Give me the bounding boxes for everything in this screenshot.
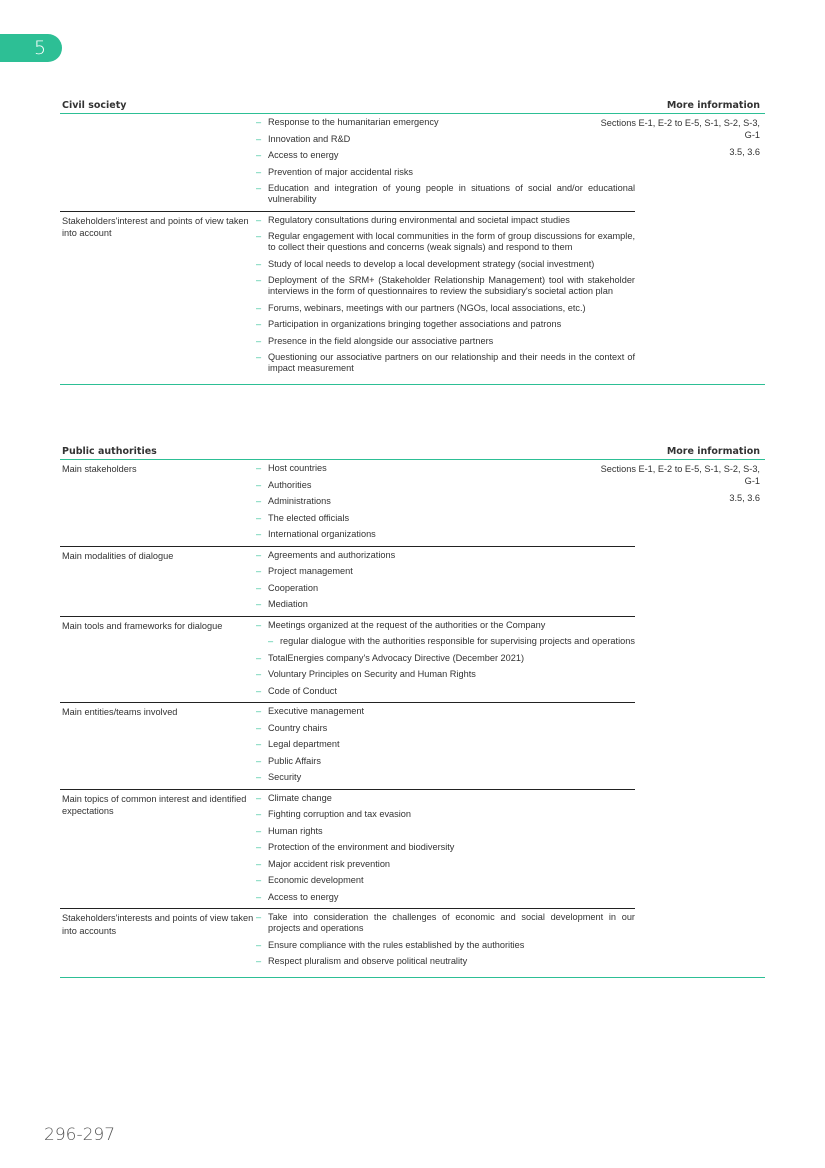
list-item: – Regular engagement with local communities in the form of group discussions for example, to collect their questions and concerns (weak signals) and respond to them [255, 231, 635, 253]
more-info-refs: Sections E-1, E-2 to E-5, S-1, S-2, S-3, G-1 [600, 118, 760, 140]
civil-society-section [60, 97, 765, 385]
list-item: – Response to the humanitarian emergency [255, 117, 635, 128]
list-item: – TotalEnergies company's Advocacy Directive (December 2021) [255, 653, 635, 664]
public-authorities-body [60, 460, 765, 978]
more-info-title: More information [666, 100, 760, 111]
list-item: – Host countries [255, 463, 635, 474]
row-items [255, 909, 635, 973]
row-items [255, 703, 635, 789]
list-item: – Study of local needs to develop a local development strategy (social investment) [255, 259, 635, 270]
table-row [60, 114, 635, 211]
list-item: – Questioning our associative partners on our relationship and their needs in the context of impact measurement [255, 352, 635, 374]
list-item: – Voluntary Principles on Security and Human Rights [255, 669, 635, 680]
chapter-tab: 5 [0, 34, 62, 62]
list-item: – Education and integration of young people in situations of social and/or educational vulnerability [255, 183, 635, 205]
list-item: – Human rights [255, 826, 635, 837]
list-item: – Mediation [255, 599, 635, 610]
more-info-title: More information [666, 446, 760, 457]
list-item: – Project management [255, 566, 635, 577]
list-item: – Deployment of the SRM+ (Stakeholder Relationship Management) tool with stakeholder interviews in the form of questionnaires to review the subsidiary's societal action plan [255, 275, 635, 297]
row-label: Stakeholders'interest and points of view taken into account [62, 215, 249, 238]
list-item: – Innovation and R&D [255, 134, 635, 145]
list-item: – Participation in organizations bringing together associations and patrons [255, 319, 635, 330]
table-row [60, 702, 635, 789]
table-row [60, 460, 635, 546]
row-items [255, 114, 635, 211]
list-item: – Presence in the field alongside our associative partners [255, 336, 635, 347]
section-title: Civil society [62, 100, 127, 111]
list-item: – Security [255, 772, 635, 783]
list-item: – International organizations [255, 529, 635, 540]
list-item: – Ensure compliance with the rules established by the authorities [255, 940, 635, 951]
list-item: – Climate change [255, 793, 635, 804]
list-item: – Legal department [255, 739, 635, 750]
page-number: 296-297 [44, 1125, 116, 1145]
table-row [60, 789, 635, 909]
table-row [60, 546, 635, 616]
list-item: – Authorities [255, 480, 635, 491]
civil-society-header [60, 97, 765, 114]
row-items [255, 460, 635, 546]
list-item: – Fighting corruption and tax evasion [255, 809, 635, 820]
list-item: – Forums, webinars, meetings with our partners (NGOs, local associations, etc.) [255, 303, 635, 314]
list-item: – Access to energy [255, 892, 635, 903]
list-item: – Take into consideration the challenges of economic and social development in our projects and operations [255, 912, 635, 934]
public-authorities-section [60, 443, 765, 978]
list-item: – Meetings organized at the request of the authorities or the Company [255, 620, 635, 631]
section-title: Public authorities [62, 446, 157, 457]
list-item: – Economic development [255, 875, 635, 886]
row-label [60, 114, 255, 211]
list-item: – The elected officials [255, 513, 635, 524]
row-label: Main modalities of dialogue [62, 550, 174, 561]
sub-list-item: – regular dialogue with the authorities responsible for supervising projects and operations [255, 636, 635, 647]
row-label: Main topics of common interest and identified expectations [62, 793, 247, 816]
more-info-refs: Sections E-1, E-2 to E-5, S-1, S-2, S-3, G-1 [600, 464, 760, 486]
list-item: – Agreements and authorizations [255, 550, 635, 561]
list-item: – Regulatory consultations during environmental and societal impact studies [255, 215, 635, 226]
list-item: – Public Affairs [255, 756, 635, 767]
list-item: – Code of Conduct [255, 686, 635, 697]
list-item: – Executive management [255, 706, 635, 717]
table-row [60, 211, 635, 380]
table-row [60, 908, 635, 973]
row-label: Main entities/teams involved [62, 707, 178, 717]
row-label: Main tools and frameworks for dialogue [62, 620, 223, 631]
row-items [255, 790, 635, 909]
row-items [255, 212, 635, 380]
list-item: – Protection of the environment and biodiversity [255, 842, 635, 853]
row-label: Main stakeholders [62, 464, 137, 474]
more-info-sections: 3.5, 3.6 [729, 493, 760, 503]
list-item: – Country chairs [255, 723, 635, 734]
list-item: – Access to energy [255, 150, 635, 161]
civil-society-body [60, 114, 765, 385]
list-item: – Administrations [255, 496, 635, 507]
list-item: – Prevention of major accidental risks [255, 167, 635, 178]
row-items [255, 617, 635, 703]
list-item: – Major accident risk prevention [255, 859, 635, 870]
list-item: – Cooperation [255, 583, 635, 594]
row-items [255, 547, 635, 616]
public-authorities-header [60, 443, 765, 460]
row-label: Stakeholders'interests and points of view taken into accounts [62, 913, 254, 936]
list-item: – Respect pluralism and observe political neutrality [255, 956, 635, 967]
table-row [60, 616, 635, 703]
more-info-sections: 3.5, 3.6 [729, 147, 760, 157]
